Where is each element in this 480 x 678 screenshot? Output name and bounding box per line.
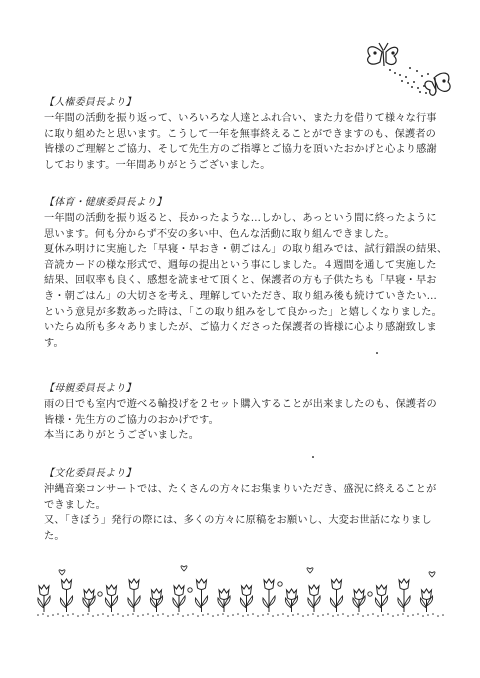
text-line: できました。 [44, 499, 107, 511]
section-body [44, 211, 448, 351]
section-physical-education-health [44, 196, 448, 351]
section-mothers-committee [44, 382, 448, 444]
text-line: 沖縄音楽コンサートでは、たくさんの方々にお集まりいただき、盛況に終えることが [44, 484, 437, 495]
text-line: き・朝ごはん」の大切さを考え、理解していただき、取り組み後も続けていきたい… [44, 290, 438, 302]
text-line: 夏休み明けに実施した「早寝・早おき・朝ごはん」の取り組みでは、試行錯誤の結果、 [44, 244, 448, 256]
text-line: しております。一年間ありがとうございました。 [44, 159, 271, 171]
text-line: という意見が多数あった時は、「この取り組みをして良かった」と嬉しくなりました。 [44, 306, 442, 318]
section-body [44, 397, 448, 444]
section-heading: 【体育・健康委員長より】 [44, 197, 167, 208]
section-body [44, 482, 448, 544]
text-line: 思います。何も分からず不安の多い中、色んな活動に取り組んできました。 [44, 228, 395, 240]
text-line: に取り組めたと思います。こうして一年を無事終えることができますのも、保護者の [44, 128, 437, 140]
section-body [44, 111, 448, 173]
text-line: 結果、回収率も良く、感想を読ませて頂くと、保護者の方も子供たちも「早寝・早お [44, 275, 437, 287]
section-heading: 【文化委員長より】 [44, 468, 136, 479]
text-line: いたらぬ所も多々ありましたが、ご協力くださった保護者の皆様に心より感謝致しま [44, 322, 437, 334]
section-heading: 【母親委員長より】 [44, 383, 136, 394]
text-line: 皆様・先生方のご協力のおかげです。 [44, 414, 219, 426]
tulip-border-icon [34, 560, 450, 620]
text-line: 又、「きぼう」発行の際には、多くの方々に原稿をお願いし、大変お世話になりました。 [44, 515, 432, 542]
section-human-rights [44, 96, 448, 173]
text-line: 本当にありがとうございました。 [44, 430, 200, 442]
text-line: 音読カードの様な形式で、週毎の提出という事にしました。４週間を通して実施した [44, 259, 437, 271]
speck [312, 456, 314, 458]
butterflies-icon [362, 38, 458, 104]
section-culture-committee [44, 467, 448, 544]
text-line: 皆様のご理解とご協力、そして先生方のご指導とご協力を頂いたおかげと心より感謝 [44, 144, 437, 156]
speck [376, 352, 378, 354]
text-line: 一年間の活動を振り返ると、長かったような…しかし、あっという間に終ったように [44, 213, 437, 224]
text-line: 雨の日でも室内で遊べる輪投げを２セット購入することが出来ましたのも、保護者の [44, 399, 437, 410]
section-heading: 【人権委員長より】 [44, 97, 136, 108]
text-line: 一年間の活動を振り返って、いろいろな人達とふれ合い、また力を借りて様々な行事 [44, 113, 437, 124]
text-line: す。 [44, 337, 64, 349]
